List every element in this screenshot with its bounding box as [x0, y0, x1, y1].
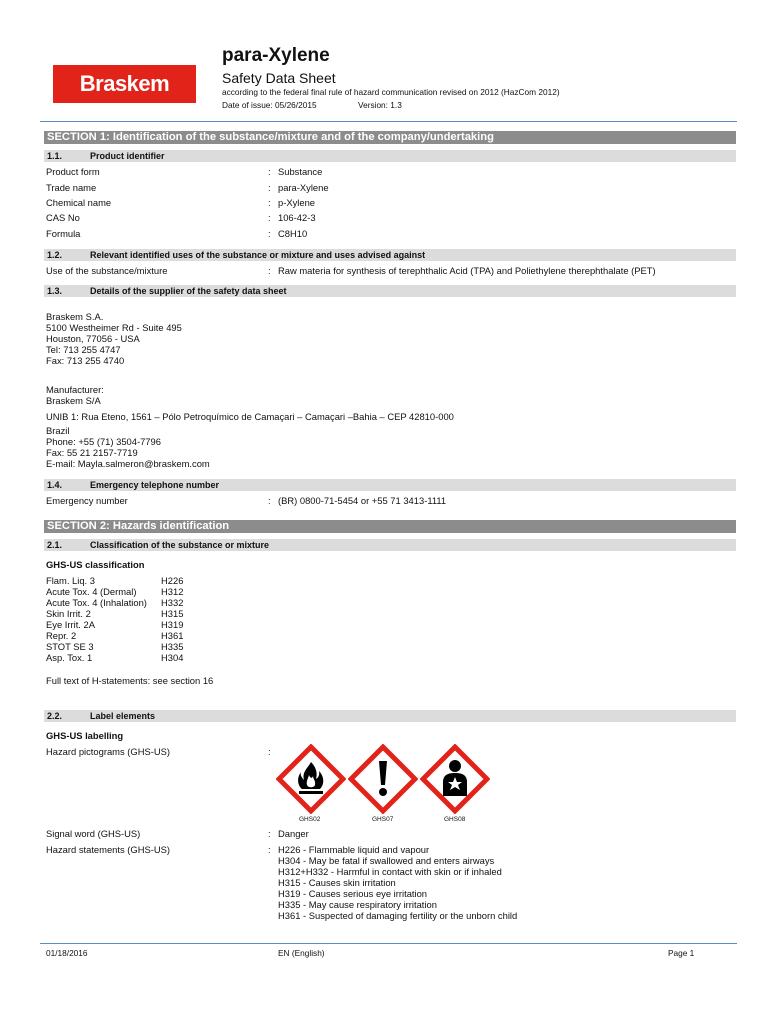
- class-code: H332: [161, 597, 184, 608]
- date-of-issue: Date of issue: 05/26/2015: [222, 100, 317, 110]
- emergency-colon: :: [268, 495, 271, 506]
- subsection-1-3-bar: [44, 285, 736, 297]
- hazard-statement: H312+H332 - Harmful in contact with skin or if inhaled: [278, 866, 502, 877]
- classification-codes: [161, 575, 183, 663]
- use-label: Use of the substance/mixture: [46, 265, 168, 276]
- row-colon: :: [268, 166, 271, 177]
- manufacturer-line: Phone: +55 (71) 3504-7796: [46, 436, 161, 447]
- class-code: H315: [161, 608, 184, 619]
- document-title: para-Xylene: [222, 45, 330, 66]
- ghs02-pictogram: [276, 744, 346, 814]
- class-code: H361: [161, 630, 184, 641]
- use-colon: :: [268, 265, 271, 276]
- subsection-number: 1.1.: [47, 151, 63, 161]
- flame-icon: [276, 744, 346, 814]
- hazard-statement: H315 - Causes skin irritation: [278, 877, 396, 888]
- row-value: p-Xylene: [278, 197, 316, 208]
- use-value: Raw materia for synthesis of terephthalic Acid (TPA) and Poliethylene therephthalate (PET): [278, 265, 656, 276]
- class-name: Flam. Liq. 3: [46, 575, 95, 586]
- row-value: para-Xylene: [278, 182, 329, 193]
- manufacturer-line: UNIB 1: Rua Eteno, 1561 – Pólo Petroquímico de Camaçari – Camaçari –Bahia – CEP 42810-000: [46, 411, 454, 422]
- supplier-line: Tel: 713 255 4747: [46, 344, 121, 355]
- signal-word-value: Danger: [278, 828, 309, 839]
- row-colon: :: [268, 212, 271, 223]
- subsection-title: Details of the supplier of the safety data sheet: [90, 286, 287, 296]
- row-colon: :: [268, 197, 271, 208]
- supplier-line: Fax: 713 255 4740: [46, 355, 125, 366]
- manufacturer-line: Brazil: [46, 425, 70, 436]
- hazard-statement: H319 - Causes serious eye irritation: [278, 888, 428, 899]
- subsection-number: 1.4.: [47, 480, 63, 490]
- pictograms-label: Hazard pictograms (GHS-US): [46, 746, 170, 757]
- ghs07-pictogram: [348, 744, 418, 814]
- supplier-address: [46, 311, 182, 366]
- subsection-2-2-bar: [44, 710, 736, 722]
- header-divider: [40, 121, 737, 122]
- subsection-title: Product identifier: [90, 151, 165, 161]
- classification-names: [46, 575, 147, 663]
- row-value: C8H10: [278, 228, 308, 239]
- class-code: H304: [161, 652, 184, 663]
- class-name: Asp. Tox. 1: [46, 652, 93, 663]
- hazard-statements-colon: :: [268, 844, 271, 855]
- section-1-title: SECTION 1: Identification of the substance/mixture and of the company/undertaking: [44, 131, 736, 144]
- hazard-statements-list: [278, 844, 517, 921]
- hazard-statements-label: Hazard statements (GHS-US): [46, 844, 170, 855]
- hazard-statement: H304 - May be fatal if swallowed and enters airways: [278, 855, 495, 866]
- row-label: CAS No: [46, 212, 80, 223]
- ghs08-pictogram: [420, 744, 490, 814]
- footer-page-number: Page 1: [668, 948, 695, 958]
- footer-date: 01/18/2016: [46, 948, 88, 958]
- subsection-title: Classification of the substance or mixture: [90, 540, 270, 550]
- document-subtitle: Safety Data Sheet: [222, 70, 336, 86]
- class-name: Acute Tox. 4 (Inhalation): [46, 597, 147, 608]
- signal-word-label: Signal word (GHS-US): [46, 828, 141, 839]
- subsection-title: Emergency telephone number: [90, 480, 220, 490]
- row-colon: :: [268, 182, 271, 193]
- full-text-note: Full text of H-statements: see section 16: [46, 675, 214, 686]
- subsection-number: 1.3.: [47, 286, 63, 296]
- subsection-title: Relevant identified uses of the substance or mixture and uses advised against: [90, 250, 426, 260]
- manufacturer-line: Fax: 55 21 2157-7719: [46, 447, 138, 458]
- pictogram-code: GHS07: [372, 816, 394, 823]
- emergency-label: Emergency number: [46, 495, 128, 506]
- footer-divider: [40, 943, 737, 944]
- manufacturer-heading-block: [46, 384, 104, 406]
- class-name: Repr. 2: [46, 630, 77, 641]
- manufacturer-email: E-mail: Mayla.salmeron@braskem.com: [46, 458, 210, 469]
- subsection-1-1-bar: [44, 150, 736, 162]
- braskem-logo: [53, 65, 196, 103]
- pictogram-code: GHS02: [299, 816, 321, 823]
- ghs-labelling-heading: GHS-US labelling: [46, 730, 124, 741]
- logo-text: Braskem: [79, 71, 170, 96]
- class-name: Skin Irrit. 2: [46, 608, 91, 619]
- manufacturer-contact-block: [46, 425, 210, 469]
- supplier-line: 5100 Westheimer Rd - Suite 495: [46, 322, 182, 333]
- signal-word-colon: :: [268, 828, 271, 839]
- ghs-classification-heading: GHS-US classification: [46, 559, 145, 570]
- footer-language: EN (English): [278, 948, 325, 958]
- hazard-statement: H226 - Flammable liquid and vapour: [278, 844, 430, 855]
- supplier-line: Braskem S.A.: [46, 311, 104, 322]
- exclamation-icon: [348, 744, 418, 814]
- row-label: Product form: [46, 166, 100, 177]
- row-value: Substance: [278, 166, 323, 177]
- health-hazard-icon: [420, 744, 490, 814]
- manufacturer-line: Manufacturer:: [46, 384, 104, 395]
- subsection-1-2-bar: [44, 249, 736, 261]
- supplier-line: Houston, 77056 - USA: [46, 333, 140, 344]
- subsection-title: Label elements: [90, 711, 156, 721]
- row-label: Chemical name: [46, 197, 112, 208]
- class-code: H319: [161, 619, 184, 630]
- regulation-note: according to the federal final rule of hazard communication revised on 2012 (HazCom 2012): [222, 87, 560, 97]
- class-name: STOT SE 3: [46, 641, 94, 652]
- emergency-value: (BR) 0800-71-5454 or +55 71 3413-1111: [278, 495, 447, 506]
- class-code: H335: [161, 641, 184, 652]
- subsection-1-4-bar: [44, 479, 736, 491]
- row-colon: :: [268, 228, 271, 239]
- class-name: Eye Irrit. 2A: [46, 619, 95, 630]
- class-code: H312: [161, 586, 184, 597]
- manufacturer-line: Braskem S/A: [46, 395, 101, 406]
- hazard-statement: H335 - May cause respiratory irritation: [278, 899, 437, 910]
- hazard-statement: H361 - Suspected of damaging fertility or the unborn child: [278, 910, 518, 921]
- row-label: Trade name: [46, 182, 97, 193]
- subsection-number: 2.1.: [47, 540, 63, 550]
- class-code: H226: [161, 575, 184, 586]
- subsection-number: 1.2.: [47, 250, 63, 260]
- row-value: 106-42-3: [278, 212, 316, 223]
- section-2-title: SECTION 2: Hazards identification: [44, 520, 736, 533]
- subsection-number: 2.2.: [47, 711, 63, 721]
- version: Version: 1.3: [358, 100, 402, 110]
- row-label: Formula: [46, 228, 81, 239]
- subsection-2-1-bar: [44, 539, 736, 551]
- pictograms-colon: :: [268, 746, 271, 757]
- class-name: Acute Tox. 4 (Dermal): [46, 586, 137, 597]
- pictogram-code: GHS08: [444, 816, 466, 823]
